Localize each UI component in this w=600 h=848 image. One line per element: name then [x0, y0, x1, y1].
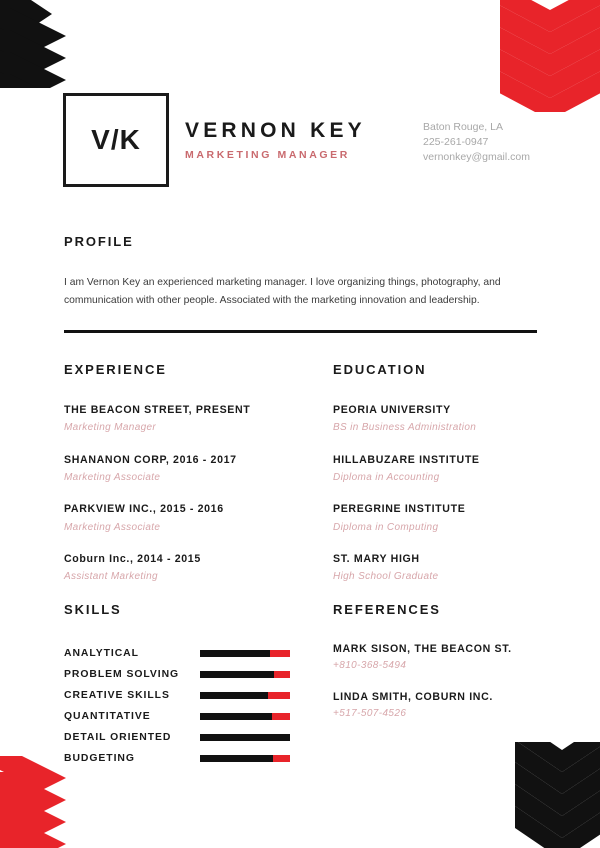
experience-entry: [64, 404, 314, 435]
entry-title: HILLABUZARE INSTITUTE: [333, 453, 480, 466]
references-heading: REFERENCES: [333, 602, 441, 617]
skill-bar: [200, 713, 290, 720]
chevron-bottom-right-icon: [500, 742, 600, 848]
skill-bar: [200, 650, 290, 657]
skill-row: [64, 685, 314, 706]
experience-entry: [64, 454, 314, 485]
monogram-text: V/K: [91, 124, 141, 155]
reference-item: [333, 643, 548, 671]
entry-title: SHANANON CORP, 2016 - 2017: [64, 453, 237, 466]
chevron-top-left-icon: [0, 0, 78, 88]
skill-label: BUDGETING: [64, 753, 135, 764]
contact-phone: 225-261-0947: [423, 135, 489, 148]
entry-title: ST. MARY HIGH: [333, 553, 420, 566]
resume-header: [63, 93, 537, 189]
education-entry: [333, 553, 548, 584]
experience-heading: EXPERIENCE: [64, 362, 167, 377]
education-entry: [333, 404, 548, 435]
skill-bar: [200, 692, 290, 699]
reference-item: [333, 691, 548, 719]
skill-bar: [200, 671, 290, 678]
monogram-logo: [63, 93, 169, 187]
skill-bar-fill: [200, 650, 270, 657]
entry-title: PEORIA UNIVERSITY: [333, 404, 451, 416]
section-divider: [64, 330, 537, 333]
entry-subtitle: BS in Business Administration: [333, 422, 477, 434]
contact-email[interactable]: vernonkey@gmail.com: [423, 150, 530, 163]
skill-label: CREATIVE SKILLS: [64, 690, 170, 701]
profile-body: I am Vernon Key an experienced marketing manager. I love organizing things, photography, and communication with other people. Associated with the marketing innovation and leadership.: [64, 277, 501, 307]
skill-bar-fill: [200, 692, 268, 699]
experience-entry: [64, 503, 314, 534]
experience-entry: [64, 553, 314, 584]
skill-row: [64, 664, 314, 685]
skill-label: ANALYTICAL: [64, 648, 139, 659]
entry-subtitle: Diploma in Computing: [333, 521, 439, 533]
entry-subtitle: Marketing Associate: [64, 471, 161, 483]
experience-list: [64, 404, 314, 584]
education-entry: [333, 503, 548, 534]
skill-bar-fill: [200, 671, 274, 678]
entry-subtitle: Marketing Manager: [64, 422, 157, 434]
education-heading: EDUCATION: [333, 362, 427, 377]
page-title: VERNON KEY: [185, 119, 366, 142]
education-section: [333, 362, 548, 584]
skill-bar-fill: [200, 734, 290, 741]
skill-bar-fill: [200, 713, 272, 720]
skill-bar-fill: [200, 755, 273, 762]
experience-section: [64, 362, 314, 584]
reference-phone: +517-507-4526: [333, 708, 407, 719]
entry-subtitle: Marketing Associate: [64, 521, 161, 533]
education-entry: [333, 454, 548, 485]
skill-bar: [200, 734, 290, 741]
skills-section: [64, 602, 314, 769]
education-list: [333, 404, 548, 584]
reference-name: MARK SISON, THE BEACON ST.: [333, 643, 512, 655]
skills-heading: SKILLS: [64, 602, 122, 617]
job-role: MARKETING MANAGER: [185, 149, 350, 162]
skill-label: PROBLEM SOLVING: [64, 669, 180, 680]
entry-title: PEREGRINE INSTITUTE: [333, 503, 466, 516]
entry-title: THE BEACON STREET, PRESENT: [64, 404, 251, 416]
reference-phone: +810-368-5494: [333, 660, 407, 671]
name-block: [185, 119, 366, 161]
references-list: [333, 643, 548, 719]
reference-name: LINDA SMITH, COBURN INC.: [333, 691, 493, 703]
chevron-bottom-left-icon: [0, 756, 82, 848]
entry-title: PARKVIEW INC., 2015 - 2016: [64, 503, 224, 516]
skill-bar: [200, 755, 290, 762]
skill-row: [64, 727, 314, 748]
contact-info: [423, 120, 530, 165]
skill-row: [64, 643, 314, 664]
profile-heading: PROFILE: [64, 234, 134, 249]
contact-location: Baton Rouge, LA: [423, 121, 503, 133]
entry-subtitle: Assistant Marketing: [64, 571, 158, 583]
skills-list: [64, 643, 314, 769]
entry-subtitle: High School Graduate: [333, 571, 439, 583]
profile-section: [64, 234, 538, 311]
skill-row: [64, 748, 314, 769]
skill-row: [64, 706, 314, 727]
entry-subtitle: Diploma in Accounting: [333, 471, 440, 483]
skill-label: DETAIL ORIENTED: [64, 732, 172, 743]
entry-title: Coburn Inc., 2014 - 2015: [64, 553, 201, 566]
skill-label: QUANTITATIVE: [64, 711, 151, 722]
references-section: [333, 602, 548, 739]
